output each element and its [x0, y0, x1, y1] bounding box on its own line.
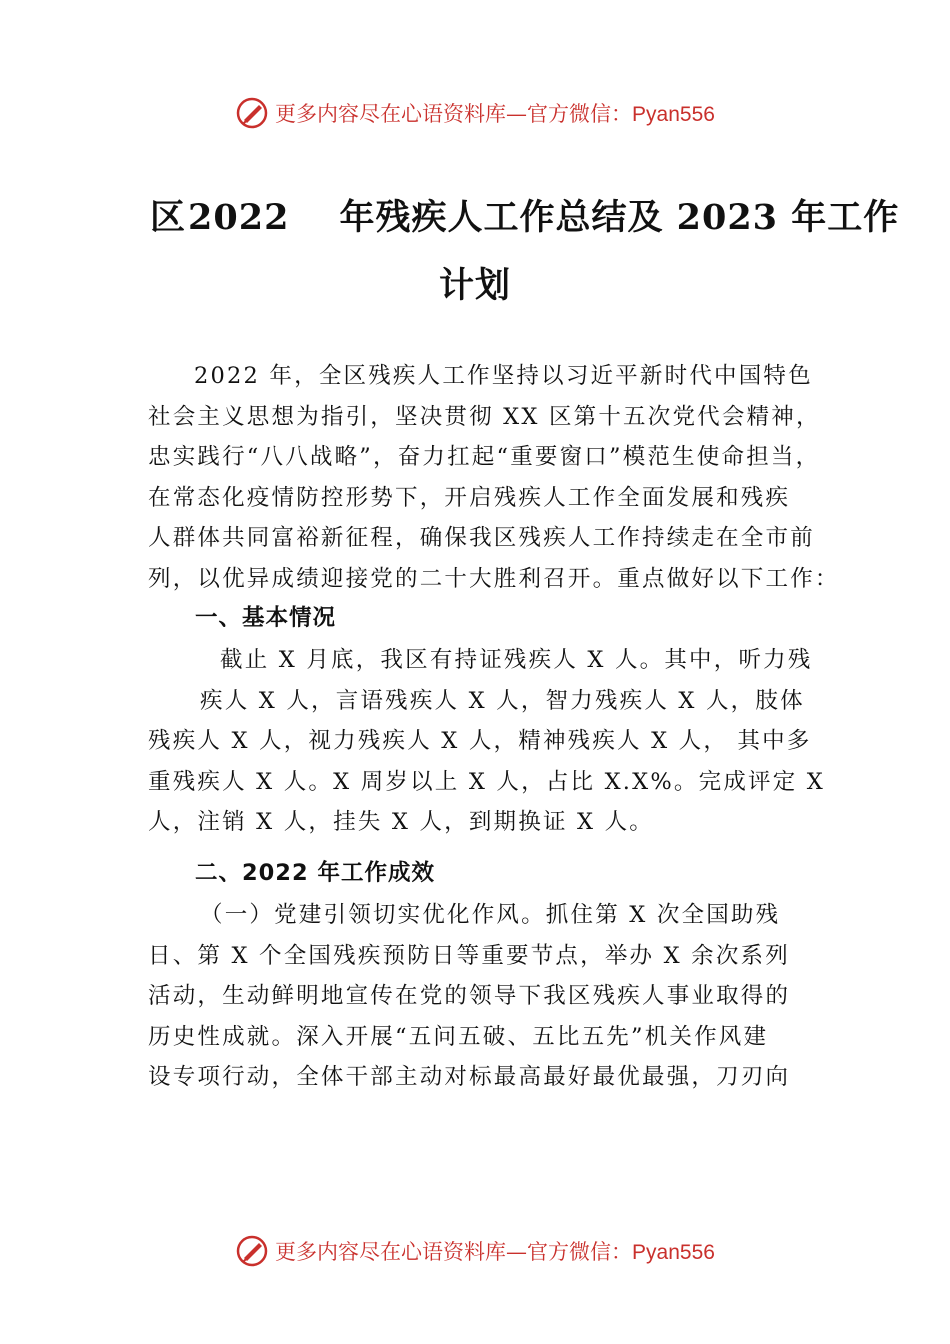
basic-line: 人，注销 X 人，挂失 X 人，到期换证 X 人。	[148, 809, 654, 835]
section-heading-achievements: 二、2022 年工作成效	[195, 860, 435, 886]
achievement-line: 日、第 X 个全国残疾预防日等重要节点，举办 X 余次系列	[148, 942, 790, 969]
basic-line: 残疾人 X 人，视力残疾人 X 人，精神残疾人 X 人， 其中多	[148, 728, 812, 754]
watermark-footer	[0, 1234, 950, 1268]
watermark-site-text: 更多内容尽在心语资料库	[275, 1240, 507, 1264]
achievement-line: 活动，生动鲜明地宣传在党的领导下我区残疾人事业取得的	[148, 983, 791, 1009]
watermark-separator: —	[506, 102, 528, 126]
document-title-line2: 计划	[438, 265, 511, 306]
basic-line: 截止 X 月底，我区有持证残疾人 X 人。其中，听力残	[220, 647, 813, 673]
achievement-line: （一）党建引领切实优化作风。抓住第 X 次全国助残	[200, 902, 781, 928]
watermark-wechat-label: 官方微信：	[527, 1240, 633, 1264]
achievements-paragraph	[148, 895, 838, 1098]
intro-line: 列，以优异成绩迎接党的二十大胜利召开。重点做好以下工作：	[148, 565, 840, 592]
watermark-header	[0, 96, 950, 130]
intro-line: 2022 年，全区残疾人工作坚持以习近平新时代中国特色	[194, 363, 813, 389]
pen-seal-icon	[235, 1234, 269, 1268]
watermark-separator: —	[506, 1240, 528, 1264]
basic-situation-paragraph	[148, 640, 838, 843]
section-heading-basic-situation: 一、基本情况	[195, 605, 337, 631]
title-prefix: 区	[150, 197, 187, 238]
title-year: 2022	[188, 197, 290, 238]
watermark-site-text: 更多内容尽在心语资料库	[275, 102, 507, 126]
pen-seal-icon	[235, 96, 269, 130]
watermark-text-group	[275, 1236, 715, 1266]
watermark-account: Pyan556	[632, 1241, 715, 1264]
intro-line: 人群体共同富裕新征程，确保我区残疾人工作持续走在全市前	[148, 525, 815, 551]
document-title-line1	[150, 190, 900, 240]
watermark-text-group	[275, 98, 715, 128]
intro-line: 社会主义思想为指引，坚决贯彻 XX 区第十五次党代会精神，	[148, 403, 821, 430]
watermark-account: Pyan556	[632, 103, 715, 126]
basic-line: 疾人 X 人，言语残疾人 X 人，智力残疾人 X 人，肢体	[200, 687, 805, 714]
intro-paragraph	[148, 356, 838, 599]
title-rest: 年残疾人工作总结及 2023 年工作	[339, 197, 900, 238]
basic-line: 重残疾人 X 人。X 周岁以上 X 人，占比 X.X%。完成评定 X	[148, 768, 826, 795]
achievement-line: 历史性成就。深入开展“五问五破、五比五先”机关作风建	[148, 1023, 769, 1050]
intro-line: 在常态化疫情防控形势下，开启残疾人工作全面发展和残疾	[148, 484, 791, 511]
achievement-line: 设专项行动，全体干部主动对标最高最好最优最强，刀刃向	[148, 1064, 791, 1090]
watermark-wechat-label: 官方微信：	[527, 102, 633, 126]
intro-line: 忠实践行“八八战略”，奋力扛起“重要窗口”模范生使命担当，	[148, 444, 821, 470]
